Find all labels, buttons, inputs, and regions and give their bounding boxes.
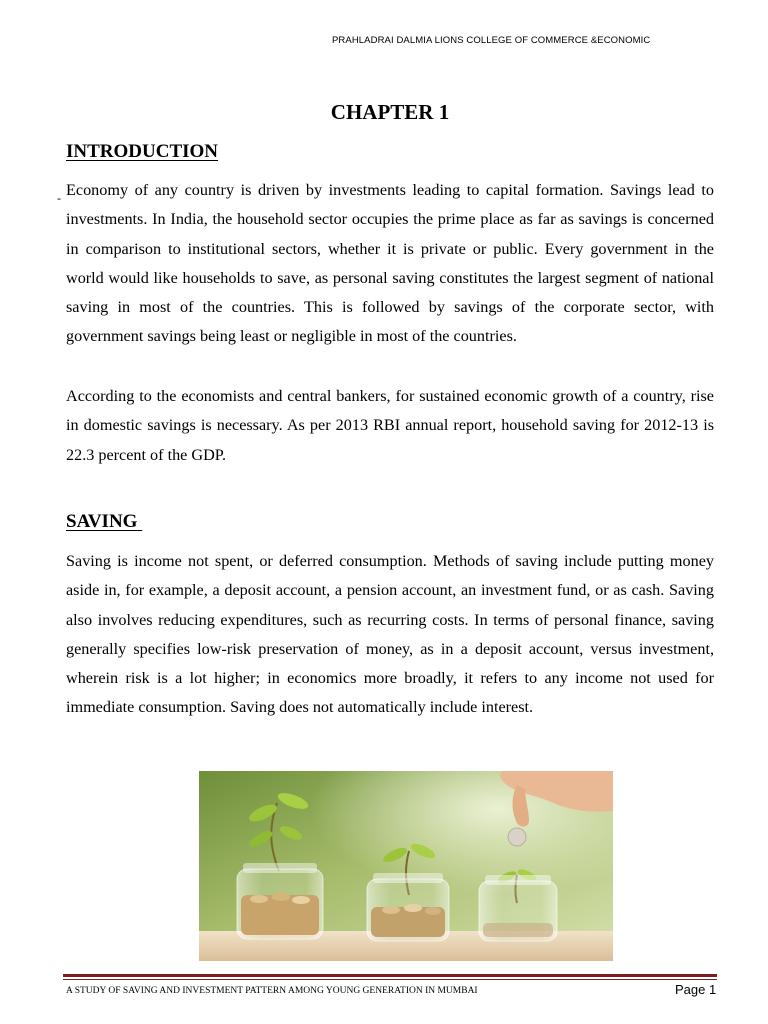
saving-heading: SAVING — [66, 511, 143, 532]
savings-jars-image — [199, 771, 613, 961]
page-number: Page 1 — [675, 982, 717, 997]
footer-study-title: A STUDY OF SAVING AND INVESTMENT PATTERN AMONG YOUNG GENERATION IN MUMBAI — [66, 986, 478, 996]
footer-divider-thick — [63, 974, 717, 977]
introduction-heading: INTRODUCTION — [66, 141, 219, 162]
saving-paragraph: Saving is income not spent, or deferred consumption. Methods of saving include putting money aside in, for example, a deposit account, a pension account, an investment fund, or as cash. Saving also involves reducing expenditures, such as recurring costs. In terms of personal finance, saving generally specifies low-risk preservation of money, as in a deposit account, versus investment, wherein risk is a lot higher; in economics more broadly, it refers to any income not used for immediate consumption. Saving does not automatically include interest. — [66, 552, 714, 717]
introduction-paragraph-1: Economy of any country is driven by investments leading to capital formation. Savings lead to investments. In India, the household sector occupies the prime place as far as savings is concerned in comparison to institutional sectors, whether it is private or public. Every government in the world would like households to save, as personal saving constitutes the largest segment of national saving in most of the countries. This is followed by savings of the corporate sector, with government savings being least or negligible in most of the countries. — [66, 181, 714, 346]
footer-divider-thin — [63, 979, 717, 980]
jar-right — [479, 867, 557, 941]
chapter-title: CHAPTER 1 — [330, 100, 450, 124]
paragraph-dash-mark: - — [57, 191, 61, 205]
running-header: PRAHLADRAI DALMIA LIONS COLLEGE OF COMMERCE &ECONOMIC — [332, 35, 651, 46]
introduction-paragraph-2: According to the economists and central bankers, for sustained economic growth of a country, rise in domestic savings is necessary. As per 2013 RBI annual report, household saving for 2012-13 is 22.3 percent of the GDP. — [66, 387, 714, 464]
